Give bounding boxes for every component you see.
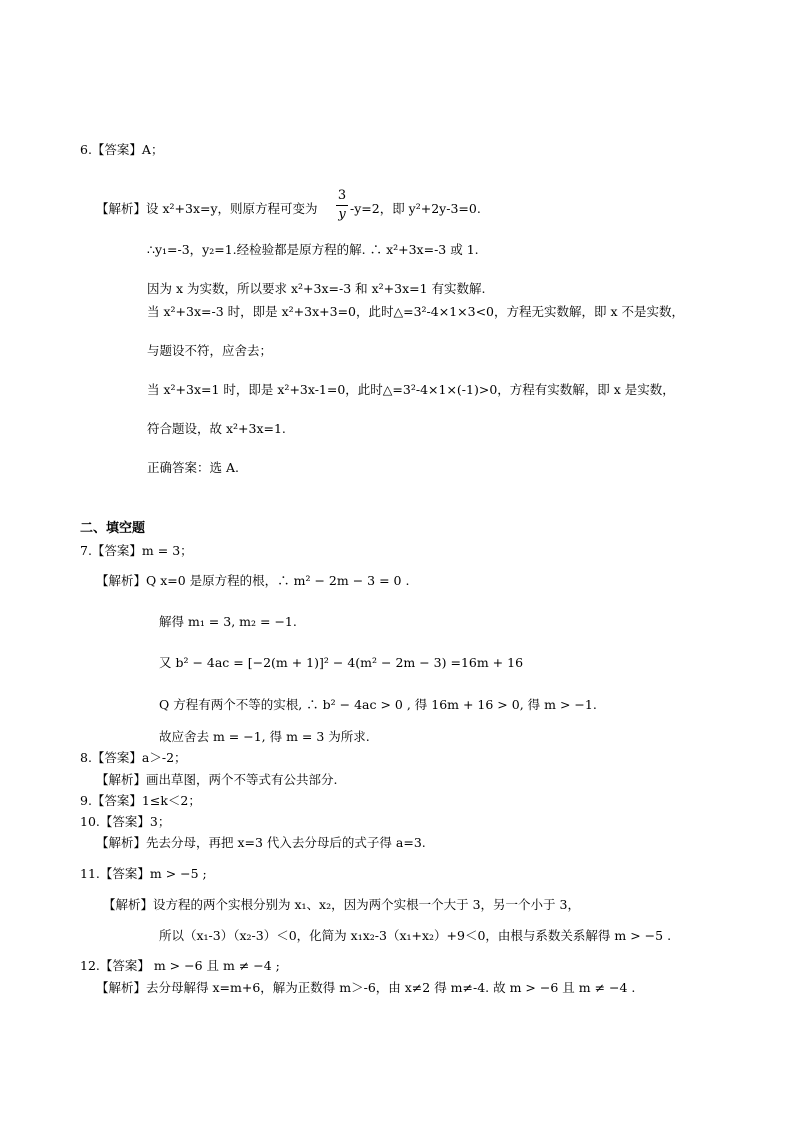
analysis-6-line-1-suffix: -y=2，即 y²+2y-3=0. — [350, 201, 481, 216]
analysis-11-line-2: 所以（x₁-3）（x₂-3）＜0，化简为 x₁x₂-3（x₁+x₂）+9＜0，由根与系数关系解得 m > −5 . — [159, 928, 672, 943]
analysis-6-line-4: 当 x²+3x=-3 时，即是 x²+3x+3=0，此时△=3²-4×1×3<0，方程无实数解，即 x 不是实数， — [147, 304, 685, 319]
analysis-10: 【解析】先去分母，再把 x=3 代入去分母后的式子得 a=3. — [96, 835, 426, 850]
answer-6: 6.【答案】A； — [80, 142, 164, 157]
answer-11: 11.【答案】m > −5 ; — [80, 866, 207, 881]
fraction-bar — [336, 205, 348, 206]
analysis-7-line-2: 解得 m₁ = 3, m₂ = −1. — [159, 614, 297, 629]
analysis-6-line-3: 因为 x 为实数，所以要求 x²+3x=-3 和 x²+3x=1 有实数解. — [147, 281, 486, 296]
analysis-7-line-3: 又 b² − 4ac = [−2(m + 1)]² − 4(m² − 2m − 3) =16m + 16 — [159, 655, 524, 670]
fraction-denominator: y — [338, 207, 346, 222]
section-heading-fill-in: 二、填空题 — [80, 521, 146, 536]
analysis-6-line-5: 与题设不符，应舍去； — [147, 343, 273, 358]
analysis-8: 【解析】画出草图，两个不等式有公共部分. — [96, 772, 338, 787]
answer-10: 10.【答案】3； — [80, 814, 171, 829]
answer-7: 7.【答案】m = 3； — [80, 543, 193, 558]
analysis-12: 【解析】去分母解得 x=m+6，解为正数得 m＞-6，由 x≠2 得 m≠-4. 故 m > −6 且 m ≠ −4 . — [96, 980, 636, 995]
analysis-6-line-7: 符合题设，故 x²+3x=1. — [147, 421, 286, 436]
analysis-6-line-2: ∴y₁=-3，y₂=1.经检验都是原方程的解. ∴ x²+3x=-3 或 1. — [147, 242, 479, 257]
analysis-6-line-8: 正确答案：选 A. — [147, 460, 239, 475]
fraction-numerator: 3 — [337, 188, 347, 203]
analysis-7-line-5: 故应舍去 m = −1, 得 m = 3 为所求. — [159, 729, 370, 744]
analysis-6-line-6: 当 x²+3x=1 时，即是 x²+3x-1=0，此时△=3²-4×1×(-1)>0，方程有实数解，即 x 是实数， — [147, 382, 675, 397]
answer-8: 8.【答案】a＞-2； — [80, 750, 187, 765]
analysis-11-line-1: 【解析】设方程的两个实根分别为 x₁、x₂，因为两个实根一个大于 3，另一个小于 3， — [103, 897, 580, 912]
analysis-7-line-1: 【解析】Q x=0 是原方程的根，∴ m² − 2m − 3 = 0 . — [96, 573, 410, 588]
answer-12: 12.【答案】 m > −6 且 m ≠ −4 ; — [80, 958, 280, 973]
fraction-3-over-y — [336, 188, 348, 223]
answer-9: 9.【答案】1≤k＜2； — [80, 793, 201, 808]
analysis-6-line-1-prefix: 【解析】设 x²+3x=y，则原方程可变为 — [96, 201, 318, 216]
analysis-7-line-4: Q 方程有两个不等的实根, ∴ b² − 4ac > 0 , 得 16m + 16 > 0, 得 m > −1. — [159, 697, 597, 712]
